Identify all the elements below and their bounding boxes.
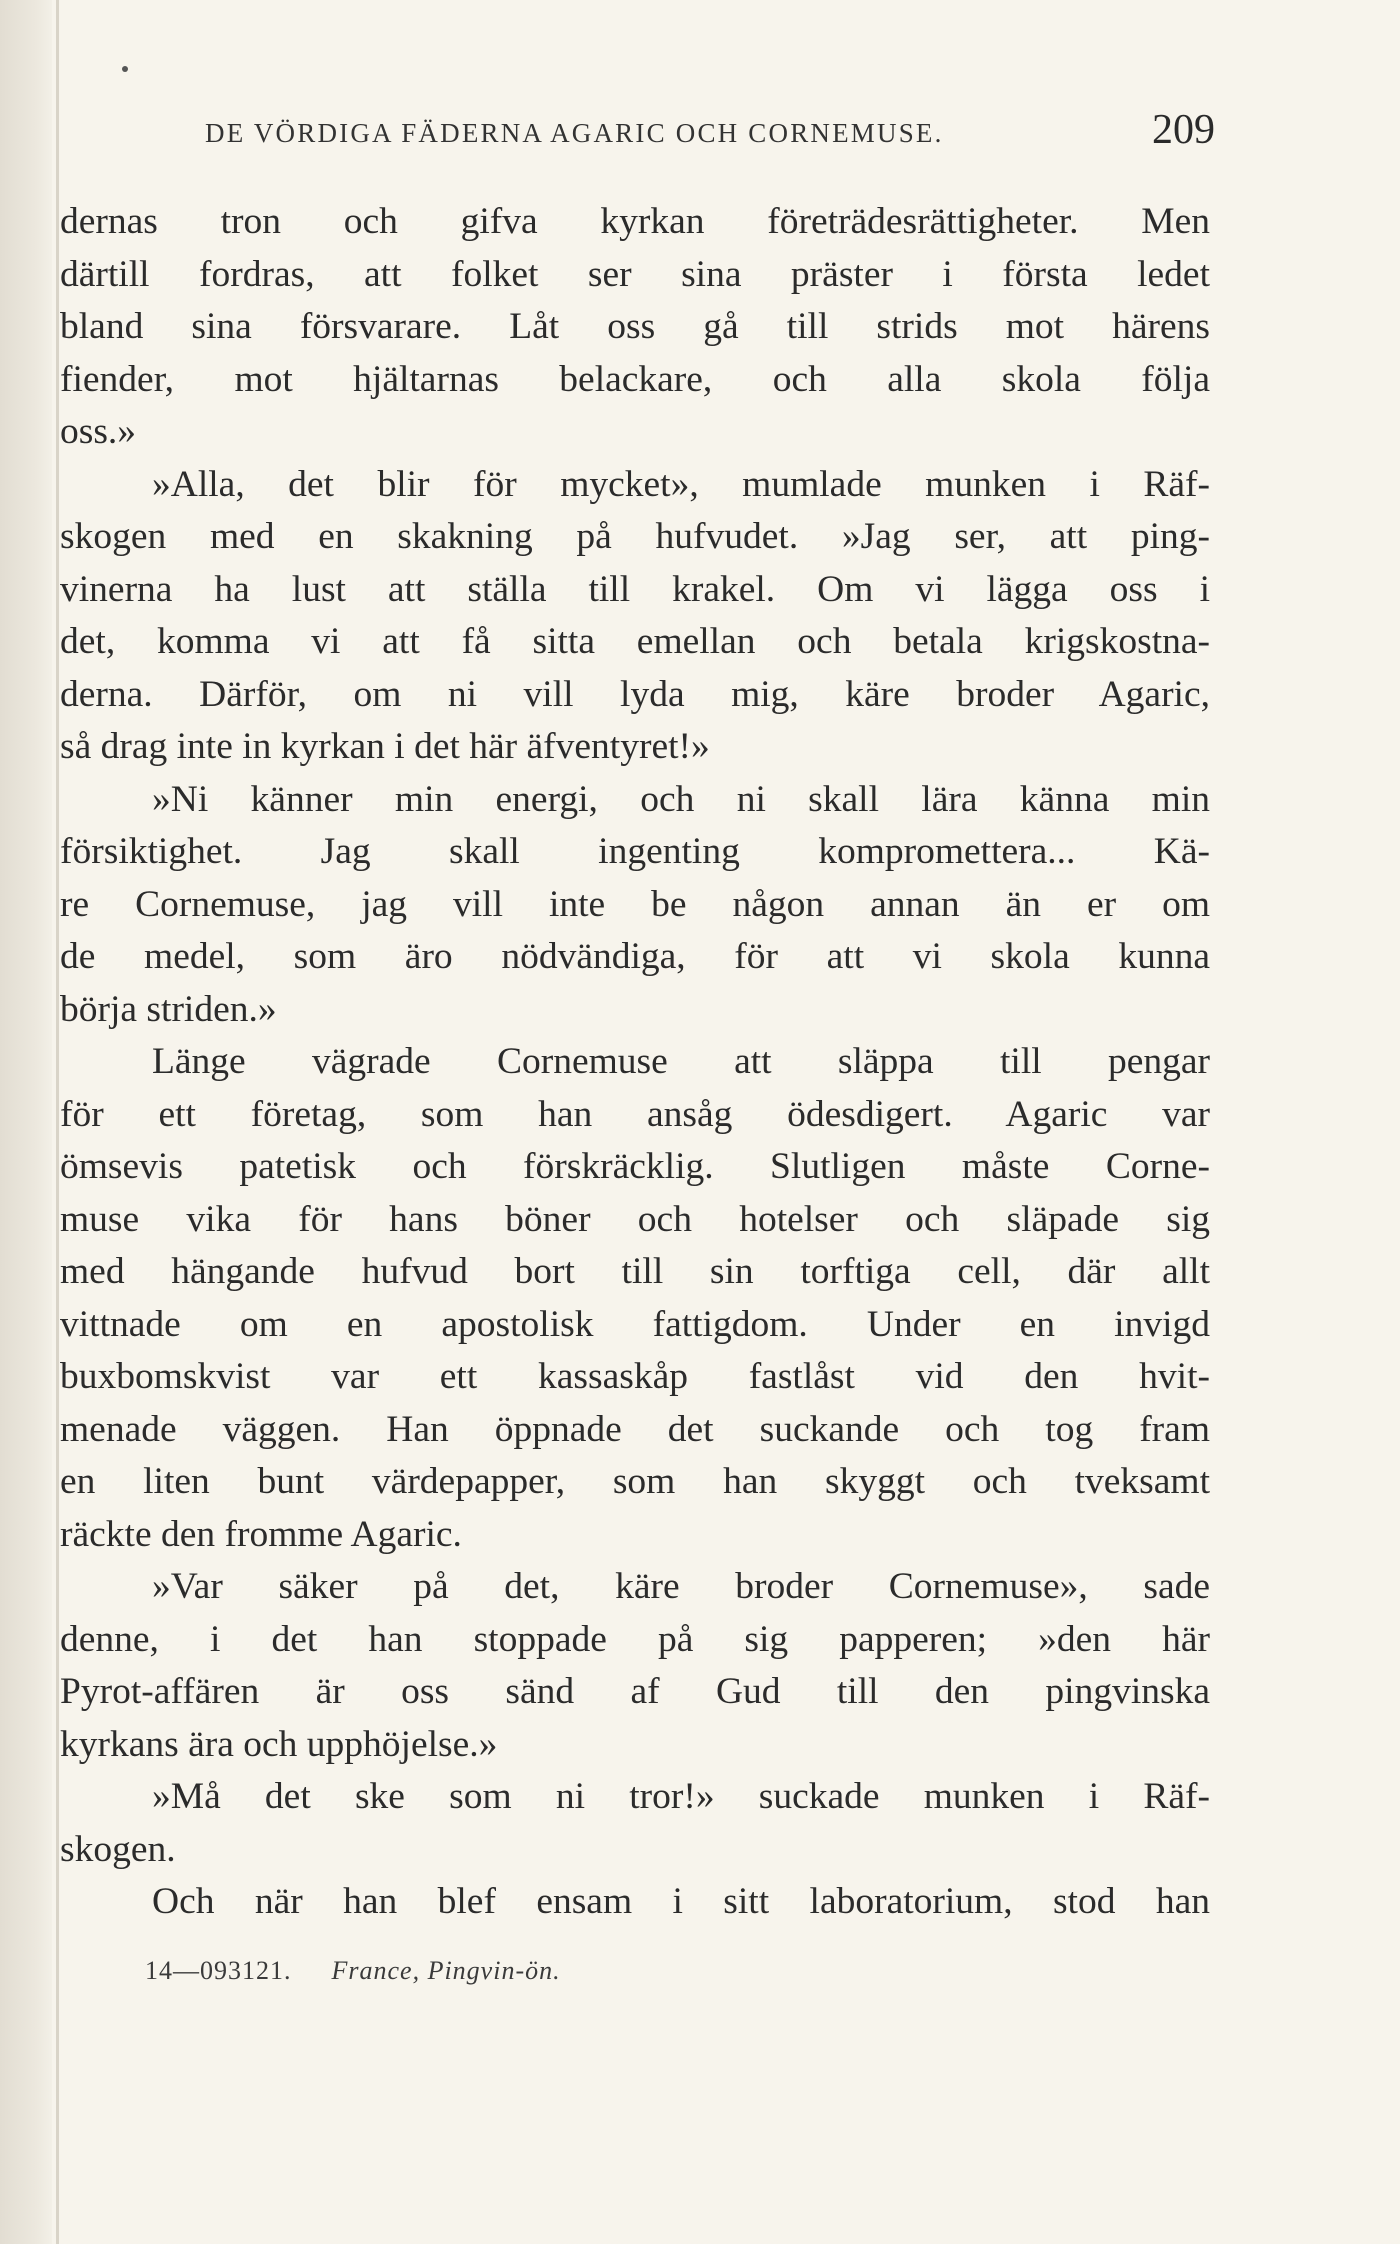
text-line: oss.» [60,411,137,452]
text-line: kyrkans ära och upphöjelse.» [60,1723,498,1765]
page-left-edge [0,0,52,2244]
text-line: menade väggen. Han öppnade det suckande och tog fram [60,1408,1210,1450]
text-line: en liten bunt värdepapper, som han skyggt och tveksamt [60,1461,1210,1502]
signature-title: France, Pingvin-ön. [331,1956,561,1985]
text-line: det, komma vi att få sitta emellan och betala krigskostna- [60,621,1210,662]
text-line: skogen. [60,1828,176,1870]
text-line: vittnade om en apostolisk fattigdom. Under en invigd [60,1303,1210,1345]
text-line: re Cornemuse, jag vill inte be någon annan än er om [60,883,1210,925]
body-text [60,196,1210,1929]
footer-signature [145,1956,561,1986]
text-line: Länge vägrade Cornemuse att släppa till pengar [152,1041,1210,1082]
text-line: Och när han blef ensam i sitt laboratorium, stod han [152,1881,1210,1922]
text-line: »Var säker på det, käre broder Cornemuse», sade [152,1566,1210,1607]
text-line: räckte den fromme Agaric. [60,1513,462,1555]
text-line: för ett företag, som han ansåg ödesdigert. Agaric var [60,1093,1210,1135]
text-line: skogen med en skakning på hufvudet. »Jag ser, att ping- [60,516,1210,557]
text-line: bland sina försvarare. Låt oss gå till strids mot härens [60,306,1210,347]
text-line: muse vika för hans böner och hotelser och släpade sig [60,1198,1210,1240]
text-line: denne, i det han stoppade på sig papperen; »den här [60,1618,1210,1660]
page-header [205,106,1215,166]
text-line: dernas tron och gifva kyrkan företrädesrättigheter. Men [60,201,1210,242]
page-number: 209 [1152,107,1215,153]
signature-mark: 14—093121. [145,1956,292,1985]
text-line: så drag inte in kyrkan i det här äfventyret!» [60,726,710,767]
text-line: »Ni känner min energi, och ni skall lära känna min [152,778,1210,820]
stray-dot [122,66,128,72]
text-line: Pyrot-affären är oss sänd af Gud till den pingvinska [60,1671,1210,1712]
text-line: med hängande hufvud bort till sin torftiga cell, där allt [60,1251,1210,1292]
text-line: börja striden.» [60,988,277,1030]
text-line: de medel, som äro nödvändiga, för att vi skola kunna [60,936,1210,977]
running-head: DE VÖRDIGA FÄDERNA AGARIC OCH CORNEMUSE. [205,118,944,148]
text-line: försiktighet. Jag skall ingenting komprometterа... Kä- [60,831,1210,872]
text-line: derna. Därför, om ni vill lyda mig, käre broder Agaric, [60,673,1210,715]
text-line: ömsevis patetisk och förskräcklig. Slutligen måste Corne- [60,1146,1210,1187]
binding-shadow [56,0,59,2244]
text-line: vinerna ha lust att ställa till krakel. Om vi lägga oss i [60,568,1210,610]
text-line: därtill fordras, att folket ser sina präster i första ledet [60,253,1210,295]
text-line: fiender, mot hjältarnas belackare, och alla skola följa [60,358,1210,400]
text-line: »Må det ske som ni tror!» suckade munken i Räf- [152,1776,1210,1817]
text-line: buxbomskvist var ett kassaskåp fastlåst vid den hvit- [60,1356,1210,1397]
text-line: »Alla, det blir för mycket», mumlade munken i Räf- [152,463,1210,505]
